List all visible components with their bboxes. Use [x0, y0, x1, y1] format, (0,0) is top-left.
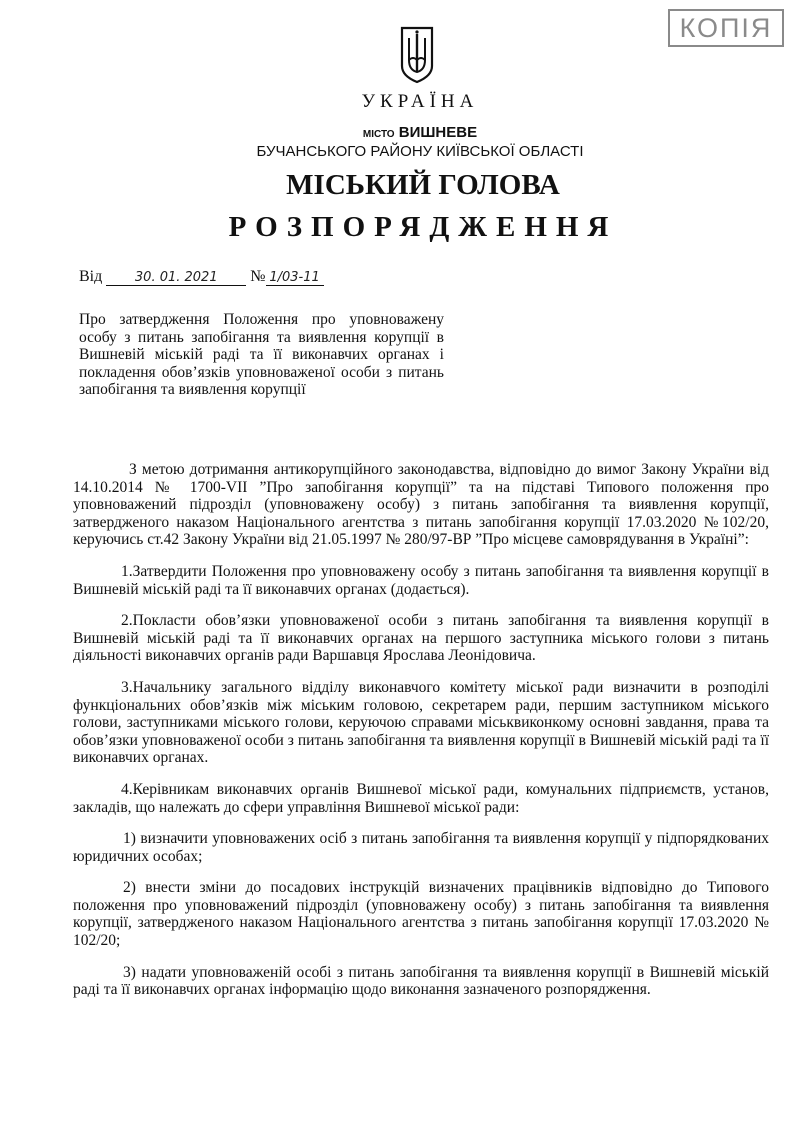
- document-type: РОЗПОРЯДЖЕННЯ: [228, 211, 618, 243]
- authority-title: МІСЬКИЙ ГОЛОВА: [286, 169, 560, 201]
- preamble-paragraph: З метою дотримання антикорупційного законодавства, відповідно до вимог Закону України від 14.10.2014 № 1700-VII ”Про запобігання корупції” та на підставі Типового положення про уповноважений підрозділ (уповноважену особу) з питань запобігання та виявлення корупції, затвердженого наказом Національного агентства з питань запобігання корупції 17.03.2020 №102/20, керуючись ст.42 Закону України від 21.05.1997 № 280/97-ВР ”Про місцеве самоврядування в Україні”:: [73, 461, 769, 549]
- clause-paragraph: 2.Покласти обов’язки уповноваженої особи з питань запобігання та виявлення корупції в Вишневій міській раді та її виконавчих органах на першого заступника міського голови з питань діяльності виконавчих органів ради Варшавця Ярослава Леонідовича.: [73, 612, 769, 665]
- trident-emblem-icon: [399, 26, 435, 84]
- city-line: [0, 123, 800, 144]
- subclause-paragraph: 2) внести зміни до посадових інструкцій визначених працівників відповідно до Типового положення про уповноважений підрозділ (уповноважену особу) з питань запобігання та виявлення корупції, затвердженого наказом Національного агентства з питань запобігання корупції 17.03.2020 № 102/20;: [73, 879, 769, 950]
- date-value: 30. 01. 2021: [106, 270, 246, 286]
- city-prefix: МІСТО: [362, 129, 395, 140]
- document-body: [73, 461, 769, 1013]
- number-label: №: [250, 268, 266, 285]
- document-subject: Про затвердження Положення про уповноважену особу з питань запобігання та виявлення корупції в Вишневій міській раді та її виконавчих органах і покладення обов’язків уповноваженої особи з питань запобігання та виявлення корупції: [79, 311, 444, 399]
- date-label: Від: [79, 268, 103, 285]
- clause-paragraph: 4.Керівникам виконавчих органів Вишневої міської ради, комунальних підприємств, установ, закладів, що належать до сфери управління Вишневої міської ради:: [73, 780, 769, 816]
- subclause-paragraph: 3) надати уповноваженій особі з питань запобігання та виявлення корупції в Вишневій міській раді та її виконавчих органах інформацію щодо виконання зазначеного розпорядження.: [73, 963, 769, 999]
- date-number-line: [79, 268, 324, 286]
- copy-stamp: КОПІЯ: [668, 9, 784, 47]
- clause-paragraph: 3.Начальнику загального відділу виконавчого комітету міської ради визначити в розподілі функціональних обов’язків між міським головою, секретарем ради, першим заступником міського голови, заступниками міського голови, керуючою справами міськвиконкому основні завдання, права та обов’язки уповноваженої особи з питань запобігання та виявлення корупції в Вишневій міській раді та її виконавчих органах.: [73, 678, 769, 767]
- country-name: УКРАЇНА: [361, 91, 479, 112]
- number-value: 1/03-11: [266, 270, 324, 286]
- subclause-paragraph: 1) визначити уповноважених осіб з питань запобігання та виявлення корупції у підпорядкованих юридичних особах;: [73, 830, 769, 865]
- city-name: ВИШНЕВЕ: [398, 124, 478, 141]
- clause-paragraph: 1.Затвердити Положення про уповноважену особу з питань запобігання та виявлення корупції в Вишневій міській раді та її виконавчих органах (додається).: [73, 562, 769, 598]
- region-line: БУЧАНСЬКОГО РАЙОНУ КИЇВСЬКОЇ ОБЛАСТІ: [256, 143, 584, 160]
